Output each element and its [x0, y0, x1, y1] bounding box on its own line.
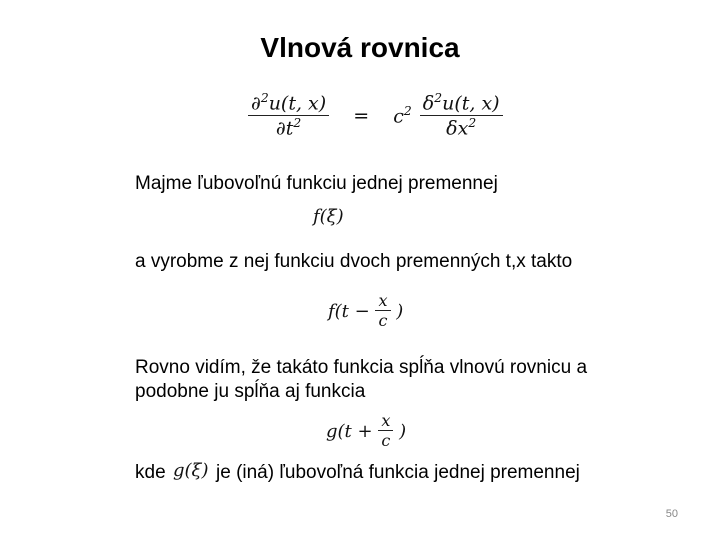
- lhs-fraction: [248, 91, 329, 140]
- text-where: kde: [135, 462, 166, 483]
- text-satisfies-line-2: podobne ju spĺňa aj funkcia: [135, 381, 366, 402]
- formula-f-xi: f(ξ): [313, 206, 344, 227]
- formula-g-xi: g(ξ): [173, 460, 209, 481]
- fraction-x-over-c: $\frac{x}{c}$: [375, 292, 390, 331]
- fraction-x-over-c-2: $\frac{x}{c}$: [378, 412, 393, 451]
- wave-equation: [248, 91, 503, 140]
- slide-title: Vlnová rovnica: [260, 32, 460, 63]
- text-arbitrary-function: Majme ľubovoľnú funkciu jednej premennej: [135, 173, 498, 194]
- text-another-arbitrary-function: je (iná) ľubovoľná funkcia jednej premennej: [216, 462, 580, 483]
- lhs-numerator: ∂$^2$u(t, x): [248, 91, 329, 116]
- rhs-numerator: $\delta^2u(t$, x): [420, 91, 503, 116]
- lhs-denominator: $\partial t^2$: [275, 116, 302, 140]
- formula-g-t-plus-x-over-c: g(t + $\frac{x}{c}$ ): [326, 411, 407, 451]
- rhs-denominator: $\delta x^2$: [446, 116, 477, 140]
- equals-sign: =: [353, 104, 370, 127]
- rhs-fraction: [420, 91, 503, 140]
- coefficient: $c^2$: [393, 103, 412, 128]
- text-construct-function: a vyrobme z nej funkciu dvoch premenných t,x takto: [135, 251, 573, 272]
- text-satisfies-line-1: Rovno vidím, že takáto funkcia spĺňa vlnovú rovnicu a: [135, 357, 588, 378]
- page-number: 50: [665, 508, 678, 520]
- formula-f-t-minus-x-over-c: f(t − $\frac{x}{c}$ ): [328, 291, 404, 331]
